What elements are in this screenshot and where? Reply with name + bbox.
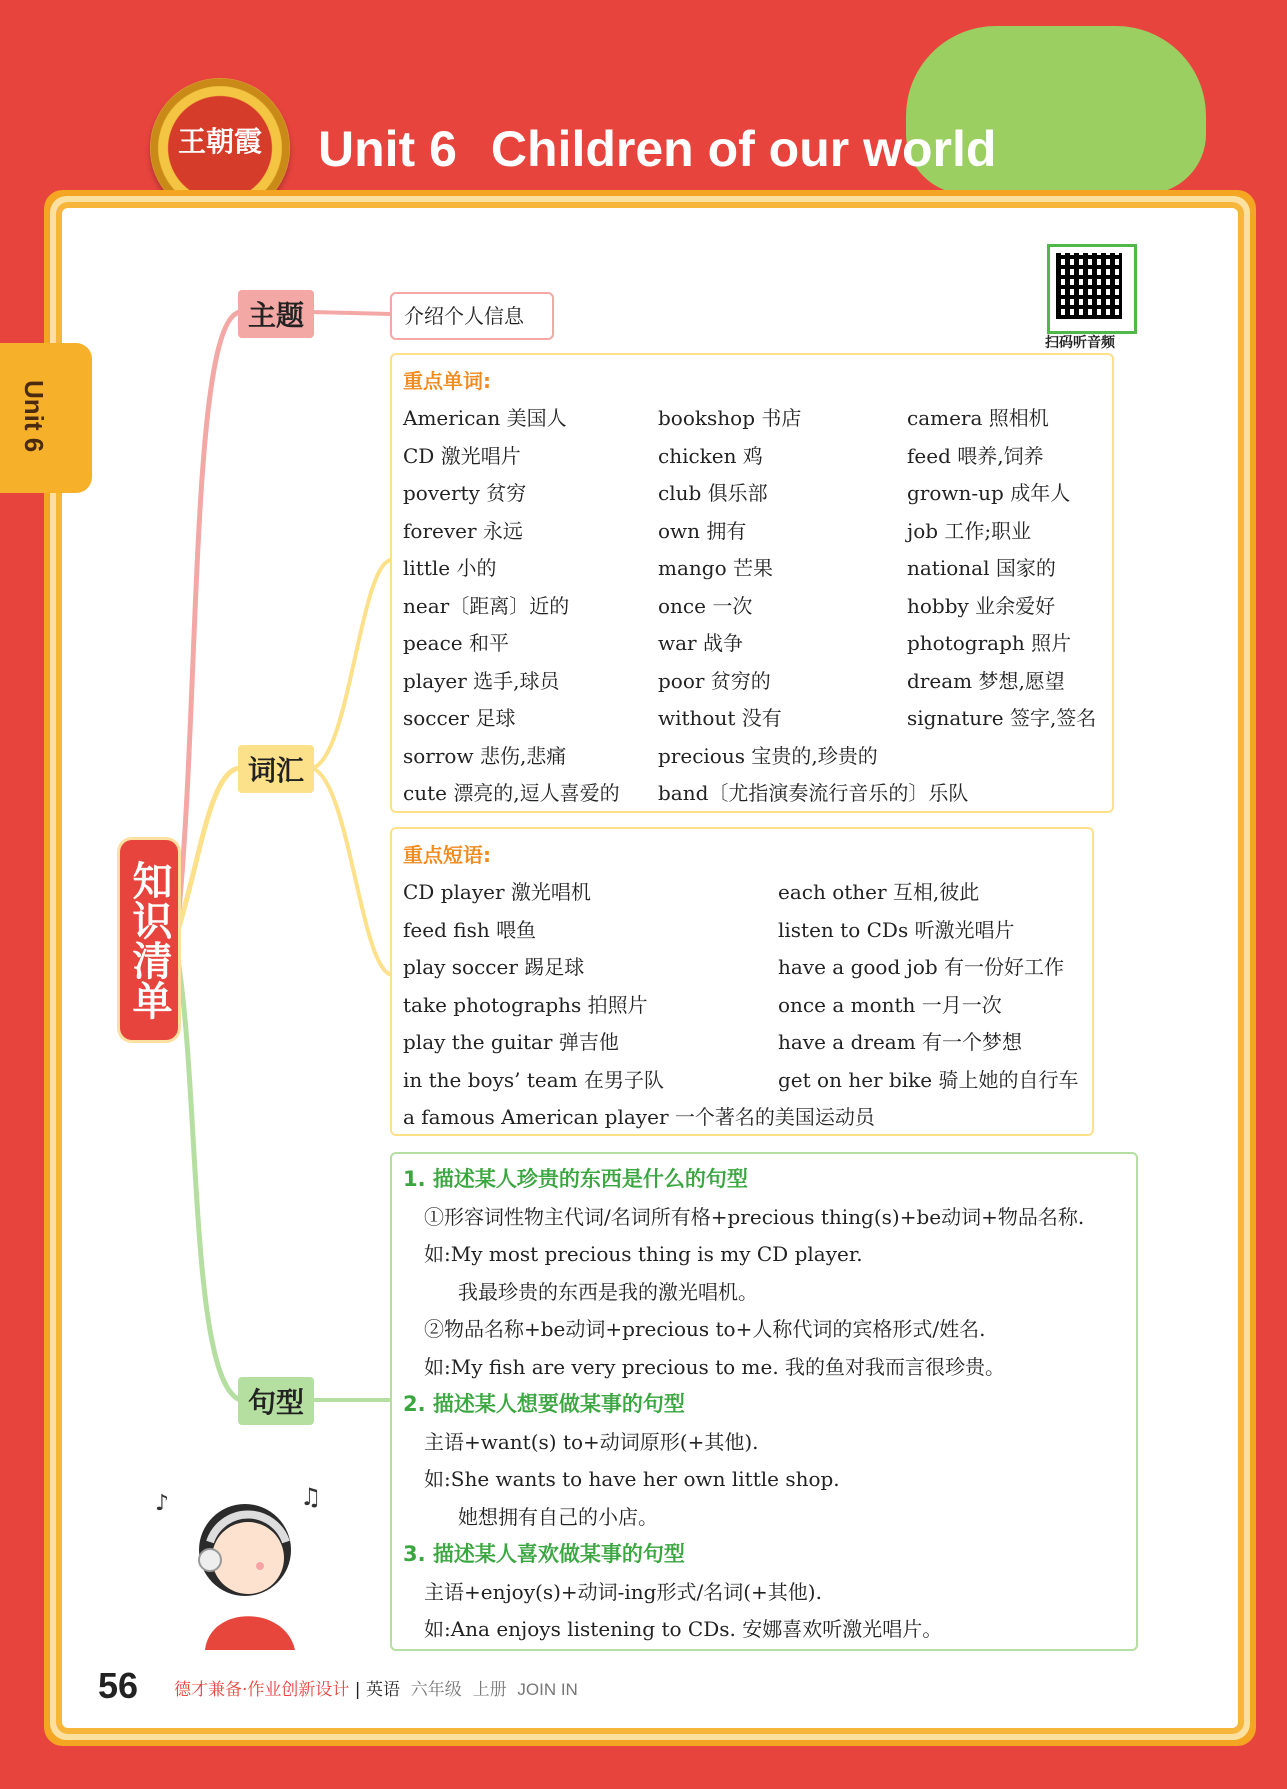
phrase-item: have a dream 有一个梦想 xyxy=(778,1030,1023,1054)
phrase-item: play soccer 踢足球 xyxy=(403,955,585,979)
girl-with-headphones-illustration xyxy=(150,1480,330,1650)
branch-vocabulary: 词汇 xyxy=(238,745,314,793)
footer-term: 上册 xyxy=(472,1680,507,1700)
sentence-pattern-line: 如:She wants to have her own little shop. xyxy=(424,1467,840,1491)
word-item: signature 签字,签名 xyxy=(907,706,1097,730)
sentence-pattern-line: 主语+enjoy(s)+动词-ing形式/名词(+其他). xyxy=(424,1579,822,1604)
word-item: precious 宝贵的,珍贵的 xyxy=(658,743,878,768)
word-item: soccer 足球 xyxy=(403,706,516,730)
key-phrases-heading: 重点短语: xyxy=(403,843,491,867)
unit-title: Children of our world xyxy=(490,121,997,177)
word-item: camera 照相机 xyxy=(907,406,1049,430)
word-item: forever 永远 xyxy=(403,518,523,543)
mindmap-center-node: 知识清单 xyxy=(120,840,178,1040)
sentence-pattern-line: 如:Ana enjoys listening to CDs. 安娜喜欢听激光唱片。 xyxy=(424,1617,943,1641)
word-item: national 国家的 xyxy=(907,556,1056,580)
sentence-pattern-line: 主语+want(s) to+动词原形(+其他). xyxy=(424,1429,759,1454)
svg-text:♫: ♫ xyxy=(300,1483,322,1511)
branch-sentence-patterns: 句型 xyxy=(238,1377,314,1425)
footer-edition: JOIN IN xyxy=(517,1680,578,1699)
word-item: player 选手,球员 xyxy=(403,668,560,693)
sentence-pattern-line: ①形容词性物主代词/名词所有格+precious thing(s)+be动词+物品名称. xyxy=(424,1204,1085,1229)
phrase-item: get on her bike 骑上她的自行车 xyxy=(778,1067,1079,1092)
word-item: job 工作;职业 xyxy=(907,518,1032,543)
word-item: dream 梦想,愿望 xyxy=(907,668,1065,693)
phrase-item: in the boys’ team 在男子队 xyxy=(403,1067,664,1092)
word-item: feed 喂养,饲养 xyxy=(907,443,1044,468)
sentence-pattern-line: 如:My most precious thing is my CD player. xyxy=(424,1242,863,1266)
word-item: once 一次 xyxy=(658,593,753,618)
word-item: war 战争 xyxy=(658,631,743,655)
word-item: without 没有 xyxy=(658,706,782,730)
theme-content: 介绍个人信息 xyxy=(404,304,524,328)
word-item: club 俱乐部 xyxy=(658,481,768,505)
phrase-item: have a good job 有一份好工作 xyxy=(778,955,1065,979)
phrase-item: a famous American player 一个著名的美国运动员 xyxy=(403,1105,875,1129)
footer-subject: 英语 xyxy=(365,1680,400,1700)
sentence-pattern-line: 她想拥有自己的小店。 xyxy=(458,1504,658,1529)
word-item: cute 漂亮的,逗人喜爱的 xyxy=(403,781,620,805)
word-item: American 美国人 xyxy=(403,406,567,430)
footer-series: 德才兼备·作业创新设计 | 英语 六年级 上册 JOIN IN xyxy=(174,1680,578,1700)
word-item: sorrow 悲伤,悲痛 xyxy=(403,743,567,768)
branch-theme: 主题 xyxy=(238,290,314,338)
phrase-item: take photographs 拍照片 xyxy=(403,992,648,1017)
key-words-heading: 重点单词: xyxy=(403,369,491,393)
word-item: bookshop 书店 xyxy=(658,406,802,430)
word-item: little 小的 xyxy=(403,556,497,580)
sentence-pattern-line: 如:My fish are very precious to me. 我的鱼对我而言很珍贵。 xyxy=(424,1354,1006,1379)
logo-text: 王朝霞 xyxy=(177,125,262,158)
word-item: chicken 鸡 xyxy=(658,443,763,468)
word-item: poverty 贫穷 xyxy=(403,481,527,505)
word-item: own 拥有 xyxy=(658,518,747,543)
sentence-pattern-heading: 1. 描述某人珍贵的东西是什么的句型 xyxy=(403,1167,748,1191)
phrase-item: play the guitar 弹吉他 xyxy=(403,1030,619,1054)
footer-series-name: 德才兼备·作业创新设计 xyxy=(174,1680,350,1700)
phrase-item: CD player 激光唱机 xyxy=(403,880,591,904)
word-item: grown-up 成年人 xyxy=(907,481,1071,505)
word-item: near〔距离〕近的 xyxy=(403,593,570,618)
page-number: 56 xyxy=(98,1665,139,1706)
sentence-pattern-line: 我最珍贵的东西是我的激光唱机。 xyxy=(458,1279,758,1304)
word-item: band〔尤指演奏流行音乐的〕乐队 xyxy=(658,781,969,805)
phrase-item: feed fish 喂鱼 xyxy=(403,917,537,942)
word-item: poor 贫穷的 xyxy=(658,668,771,693)
word-item: photograph 照片 xyxy=(907,631,1072,655)
word-item: hobby 业余爱好 xyxy=(907,593,1056,618)
sentence-pattern-heading: 3. 描述某人喜欢做某事的句型 xyxy=(403,1542,685,1566)
qr-label: 扫码听音频 xyxy=(1045,334,1115,350)
sentence-pattern-heading: 2. 描述某人想要做某事的句型 xyxy=(403,1392,685,1416)
phrase-item: listen to CDs 听激光唱片 xyxy=(778,917,1015,942)
svg-text:♪: ♪ xyxy=(155,1491,170,1516)
unit-side-tab-label: Unit 6 xyxy=(19,380,49,453)
word-item: mango 芒果 xyxy=(658,556,773,580)
footer-grade: 六年级 xyxy=(410,1680,462,1700)
word-item: CD 激光唱片 xyxy=(403,443,521,468)
phrase-item: once a month 一月一次 xyxy=(778,992,1002,1017)
word-item: peace 和平 xyxy=(403,631,509,655)
unit-label: Unit 6 xyxy=(318,121,457,177)
sentence-pattern-line: ②物品名称+be动词+precious to+人称代词的宾格形式/姓名. xyxy=(424,1317,986,1341)
phrase-item: each other 互相,彼此 xyxy=(778,880,980,904)
